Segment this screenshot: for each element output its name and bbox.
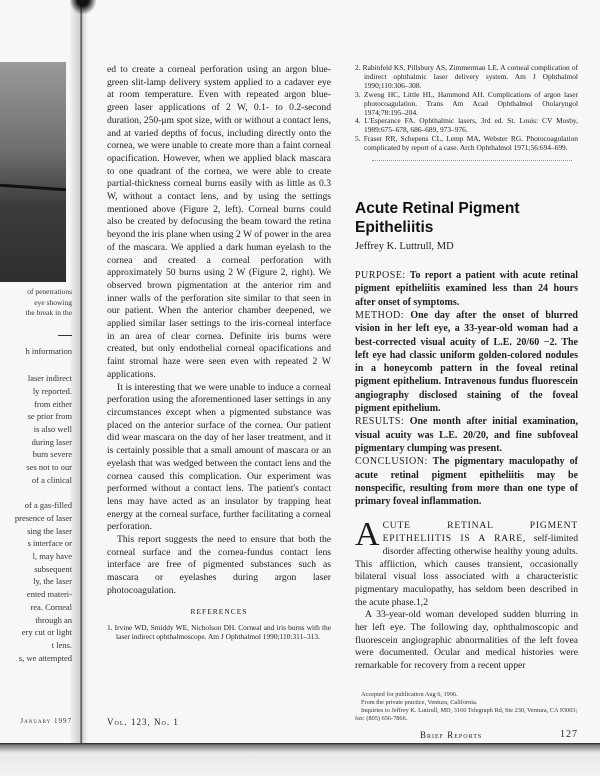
text-line: of a clinical — [31, 474, 72, 485]
volume-footer: Vol. 123, No. 1 — [107, 717, 179, 727]
middle-footer — [107, 710, 331, 728]
section-divider — [372, 160, 572, 161]
text-line: sing the laser — [27, 525, 72, 536]
text-line: ly reported. — [32, 385, 72, 396]
footnote: Inquiries to Jeffrey K. Luttrull, MD, 3160 Telegraph Rd, Ste 230, Ventura, CA 93003; fax: (805) 656-7866. — [355, 706, 578, 722]
abstract-text: The pigmentary maculopathy of acute retinal pigment epitheliitis may be nonspecific, resulting from more than one type of primary foveal inflammation. — [355, 456, 578, 508]
divider — [58, 335, 72, 336]
middle-column — [107, 64, 331, 728]
text-line: ly, the laser — [33, 576, 72, 587]
caption-line: of penetrations — [27, 287, 72, 296]
gutter-shadow — [70, 0, 96, 14]
section-heading-fragment: h information — [25, 345, 72, 356]
right-footer — [355, 723, 578, 741]
text-line: s interface or — [27, 538, 72, 549]
left-page-text — [0, 372, 72, 664]
reference: 4. L'Esperance FA. Ophthalmic lasers, 3rd ed. St. Louis: CV Mosby, 1989:675–678, 686–689, 973–976. — [355, 116, 578, 135]
abstract-conclusion — [355, 455, 578, 508]
text-line: t lens. — [51, 639, 72, 650]
abstract-text: One month after initial examination, visual acuity was L.E. 20/20, and fine subfoveal pigmentary clumping was present. — [355, 416, 578, 454]
reference: 5. Fraser RR, Schepens CL, Lemp MA, Webster RG. Photocoagulation complicated by report of a case. Arch Ophthalmol 1971;56:694–699. — [355, 134, 578, 153]
abstract-label: METHOD: — [355, 309, 405, 321]
footnote: From the private practice, Ventura, California. — [361, 698, 478, 706]
article-body — [355, 516, 578, 672]
lead-in: CUTE RETINAL PIGMENT EPITHELIITIS IS A RARE, — [382, 520, 578, 545]
paragraph: A 33-year-old woman developed sudden blurring in her left eye. The following day, ophthalmoscopic and fluorescein angiographic abnormalities of the left fovea were documented. Ocular and medical histories were remarkable for recovery from a recent upper — [355, 609, 578, 672]
abstract-label: RESULTS: — [355, 416, 405, 428]
text-line: laser indirect — [27, 373, 72, 384]
article-title: Acute Retinal Pigment Epitheliitis — [355, 200, 520, 237]
reference: 2. Rabinfeld KS, Pillsbury AS, Zimmerman LE. A corneal complication of indirect ophthalmic laser delivery system. Am J Ophthalmol 1990;110:306–308. — [355, 63, 578, 90]
abstract-label: CONCLUSION: — [355, 456, 428, 468]
page-number: 127 — [560, 728, 578, 740]
caption-line: eye showing — [34, 297, 72, 307]
abstract-label: PURPOSE: — [355, 270, 406, 282]
abstract-text: One day after the onset of blurred vision in her left eye, a 33-year-old woman had a best-corrected visual acuity of L.E. 20/60 −2. The left eye had classic uniform golden-colored nodules in a honeycomb pattern in the foveal retinal pigment epithelium. Intravenous fundus fluorescein angiography disclosed staining of the foveal pigment epithelium. — [355, 309, 578, 415]
text-line: se prior from — [27, 411, 72, 422]
figure-caption — [0, 287, 72, 319]
abstract-results — [355, 415, 578, 455]
references-heading: REFERENCES — [190, 606, 248, 616]
scan-edge-shadow — [0, 743, 600, 776]
caption-line: the break in the — [25, 308, 72, 317]
text-line: s, we attempted — [18, 652, 72, 663]
text-line: subsequent — [34, 563, 72, 574]
paragraph: This report suggests the need to ensure that both the corneal surface and the cornea-fundus contact lens interface are free of pigmented substances such as mascara or eyelashes during argon laser photocoagulation. — [107, 534, 331, 596]
footnote: Accepted for publication Aug 6, 1996. — [361, 690, 458, 698]
page-gutter — [70, 0, 88, 745]
abstract-purpose — [355, 269, 578, 309]
text-line: of a gas-filled — [24, 500, 72, 511]
text-line: ented materi- — [26, 589, 72, 600]
abstract — [355, 269, 578, 508]
figure-photo — [0, 62, 66, 282]
text-line: during laser — [31, 436, 72, 447]
text-line: burn severe — [32, 449, 72, 460]
reference: 3. Zweng HC, Little HL, Hammond AH. Complications of argon laser photocoagulation. Trans Am Acad Ophthalmol Otolaryngol 1974;78:195–204. — [355, 89, 578, 117]
right-column — [355, 63, 578, 740]
section-footer: Brief Reports — [420, 729, 483, 740]
paragraph — [355, 516, 578, 609]
text-line: ses not to our — [26, 462, 72, 473]
drop-cap: A — [355, 516, 380, 554]
paragraph: It is interesting that we were unable to induce a corneal perforation using the aforementioned laser settings in any circumstances except when a pigmented substance was placed on the anterior surface of the cornea. Our patient did wear mascara on the day of her laser treatment, and it is certainly possible that a small amount of mascara or an eyelash that was wedged between the contact lens and the cornea caused this complication. Our experiment was performed without a contact lens. The patient's contact lens may have acted as an insulator by trapping heat energy at the corneal surface, further facilitating a corneal perforation. — [107, 381, 331, 533]
text-line: ery cut or light — [21, 627, 72, 638]
abstract-method — [355, 309, 578, 415]
text-line: l, may have — [32, 551, 72, 562]
text-line: through an — [35, 614, 72, 625]
text-line: presence of laser — [14, 512, 72, 523]
paragraph-text: self-limited disorder affecting otherwise healthy young adults. This affliction, which causes transient, occasionally bilateral visual loss associated with a characteristic pigmentary maculopathy, has seldom been described in the acute phase.1,2 — [355, 533, 578, 608]
abstract-text: To report a patient with acute retinal pigment epitheliitis examined less than 24 hours after onset of symptoms. — [355, 270, 578, 308]
text-line: is also well — [33, 424, 72, 435]
article-author: Jeffrey K. Luttrull, MD — [355, 241, 454, 253]
references-continued — [355, 64, 578, 153]
text-line: rea. Corneal — [30, 601, 72, 612]
footnotes — [355, 691, 578, 723]
paragraph: ed to create a corneal perforation using an argon blue-green slit-lamp delivery system applied to a cadaver eye at room temperature. Even with repeated argon blue-green laser applications of 2 W, 0.1- to 0.2-second duration, 250-μm spot size, with or without a contact lens, and at varied depths of focus, including directly onto the cornea, we were unable to create more than a faint corneal opacification. However, when we applied black mascara to one quadrant of the cornea, we were able to create partial-thickness corneal burns easily with as little as 0.3 W, without a contact lens, and by using the settings mentioned above (Figure 2, left). Corneal burns could also be created by defocusing the beam toward the retina beyond the iris plane when using 2 W of power in the area of the mascara. We applied a dark human eyelash to the cornea and created a corneal perforation with approximately 50 burns using 2 W (Figure 2, right). We observed brown pigmentation at the anterior rim and inner walls of the perforation site similar to that seen in our patient. When the anterior chamber deepened, we applied similar laser settings to the iris-corneal interface in an area of clear cornea. Definite iris burns were created, but only endothelial corneal opacifications and faint stromal haze were seen even with repeated 2 W applications. — [107, 64, 331, 380]
left-footer: January 1997 — [20, 717, 72, 725]
reference: 1. Irvine WD, Smiddy WE, Nicholson DH. Corneal and iris burns with the laser indirect ophthalmoscope. Am J Ophthalmol 1990;110:311–313. — [107, 623, 331, 642]
text-line — [0, 487, 72, 500]
left-page-column — [0, 287, 72, 727]
text-line: from either — [34, 398, 72, 409]
